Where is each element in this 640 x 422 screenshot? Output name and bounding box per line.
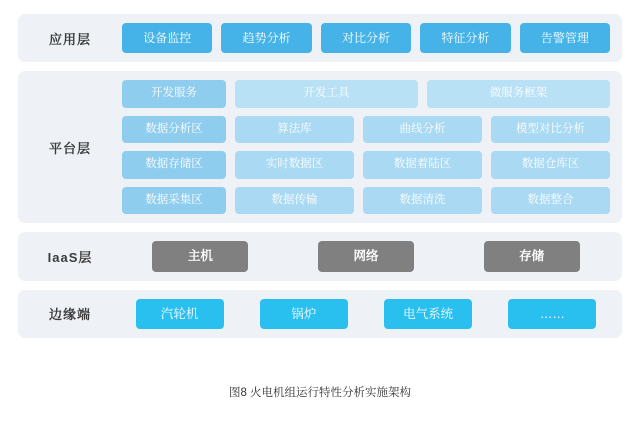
node-realtime-data-zone[interactable]: 实时数据区: [235, 151, 354, 179]
layer-body-platform: [122, 80, 610, 214]
node-host[interactable]: 主机: [152, 241, 248, 272]
node-development-service[interactable]: 开发服务: [122, 80, 226, 108]
figure-caption: 图8 火电机组运行特性分析实施架构: [228, 387, 412, 399]
node-microservice-framework[interactable]: 微服务框架: [427, 80, 610, 108]
node-data-transmission[interactable]: 数据传输: [235, 187, 354, 215]
layer-label-edge: 边缘端: [48, 307, 91, 323]
node-storage[interactable]: 存储: [484, 241, 580, 272]
node-data-warehouse-zone[interactable]: 数据仓库区: [491, 151, 610, 179]
node-data-cleaning[interactable]: 数据清洗: [363, 187, 482, 215]
layer-row: [122, 241, 610, 272]
layer-body-application: [122, 23, 610, 53]
layer-body-iaas: [122, 241, 610, 272]
node-model-comparison-analysis[interactable]: 模型对比分析: [491, 116, 610, 144]
layer-application: [18, 14, 622, 62]
layer-row: [122, 116, 610, 144]
layer-row: [122, 80, 610, 108]
node-trend-analysis[interactable]: 趋势分析: [221, 23, 311, 53]
layer-label-iaas: IaaS层: [47, 249, 93, 265]
node-algorithm-library[interactable]: 算法库: [235, 116, 354, 144]
node-data-integration[interactable]: 数据整合: [491, 187, 610, 215]
layer-label-platform: 平台层: [48, 140, 91, 156]
node-network[interactable]: 网络: [318, 241, 414, 272]
node-device-monitoring[interactable]: 设备监控: [122, 23, 212, 53]
layer-platform: [18, 71, 622, 223]
node-development-tools[interactable]: 开发工具: [235, 80, 418, 108]
node-feature-analysis[interactable]: 特征分析: [420, 23, 510, 53]
layer-row: [122, 299, 610, 330]
layer-iaas: [18, 232, 622, 281]
node-alarm-management[interactable]: 告警管理: [520, 23, 610, 53]
node-ellipsis[interactable]: ……: [508, 299, 596, 330]
node-boiler[interactable]: 锅炉: [260, 299, 348, 330]
layer-label-application: 应用层: [48, 31, 91, 47]
node-data-storage-zone[interactable]: 数据存储区: [122, 151, 226, 179]
node-electrical-system[interactable]: 电气系统: [384, 299, 472, 330]
node-data-analysis-zone[interactable]: 数据分析区: [122, 116, 226, 144]
layer-body-edge: [122, 299, 610, 330]
node-curve-analysis[interactable]: 曲线分析: [363, 116, 482, 144]
node-data-landing-zone[interactable]: 数据着陆区: [363, 151, 482, 179]
node-comparison-analysis[interactable]: 对比分析: [321, 23, 411, 53]
node-data-acquisition-zone[interactable]: 数据采集区: [122, 187, 226, 215]
node-steam-turbine[interactable]: 汽轮机: [136, 299, 224, 330]
layer-row: [122, 23, 610, 53]
layer-row: [122, 187, 610, 215]
layer-row: [122, 151, 610, 179]
layer-edge: [18, 290, 622, 339]
